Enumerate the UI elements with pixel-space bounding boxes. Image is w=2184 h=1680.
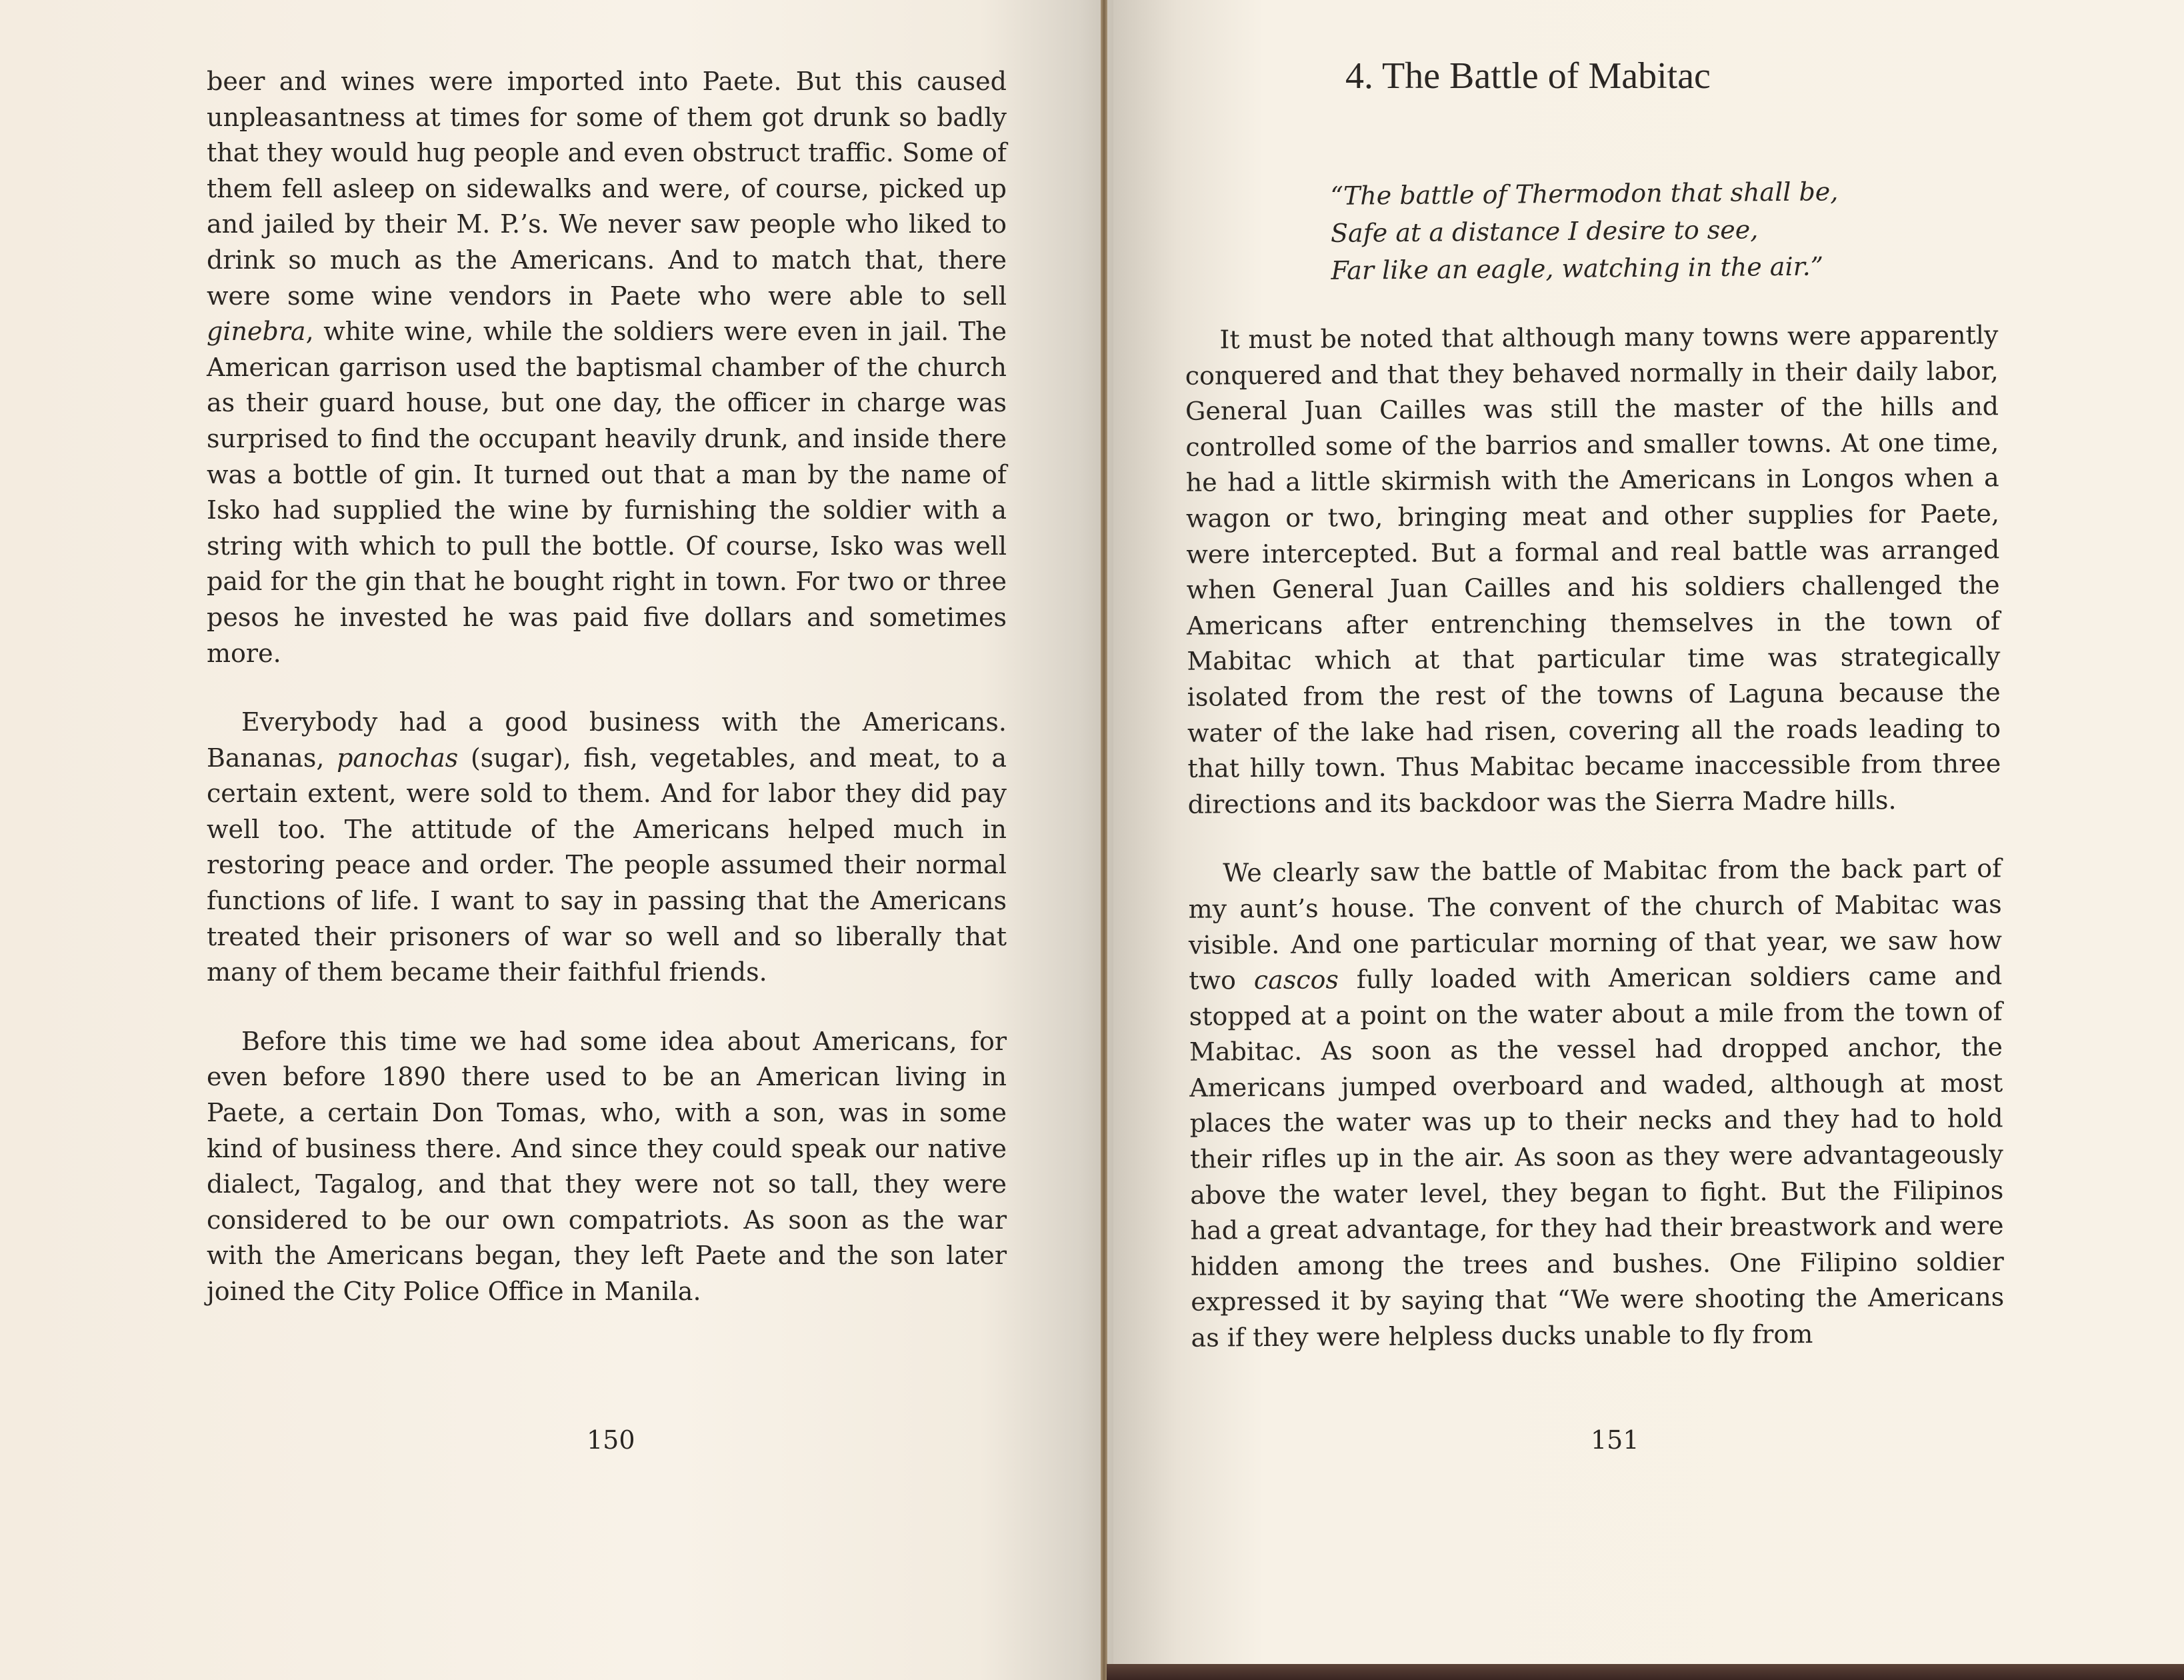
book-spine [1101,0,1107,1680]
page-number: 151 [1591,1425,1639,1455]
epigraph-line: Far like an eagle, watching in the air.” [1331,251,1824,285]
right-page-body [1185,317,2004,1356]
paragraph: We clearly saw the battle of Mabitac from the back part of my aunt’s house. The convent of the church of Mabitac was visible. And one particular morning of that year, we saw how two cascos fully loaded with American soldiers came and stopped at a point on the water about a mile from the town of Mabitac. As soon as the vessel had dropped anchor, the Americans jumped overboard and waded, although at most places the water was up to their necks and they had to hold their rifles up in the air. As soon as they were advantageously above the water level, they began to fight. But the Filipinos had a great advantage, for they had their breastwork and were hidden among the trees and bushes. One Filipino soldier expressed it by saying that “We were shooting the Americans as if they were helpless ducks unable to fly from [1188,853,2005,1353]
left-page-body [207,64,1007,1310]
paragraph: It must be noted that although many towns were apparently conquered and that they behaved normally in their daily labor, General Juan Cailles was still the master of the hills and controlled some of the barrios and smaller towns. At one time, he had a little skirmish with the Americans in Longos when a wagon or two, bringing meat and other supplies for Paete, were intercepted. But a formal and real battle was arranged when General Juan Cailles and his soldiers challenged the Americans after entrenching themselves in the town of Mabitac which at that particular time was strategically isolated from the rest of the towns of Laguna because the water of the lake had risen, covering all the roads leading to that hilly town. Thus Mabitac became inaccessible from three directions and its backdoor was the Sierra Madre hills. [1185,320,2001,819]
paragraph: Before this time we had some idea about Americans, for even before 1890 there used to be an American living in Paete, a certain Don Tomas, who, with a son, was in some kind of business there. And since they could speak our native dialect, Tagalog, and that they were not so tall, they were considered to be our own compatriots. As soon as the war with the Americans began, they left Paete and the son later joined the City Police Office in Manila. [207,1026,1007,1306]
book-bottom-edge [1107,1664,2184,1680]
page-number: 150 [587,1425,635,1455]
epigraph-line: Safe at a distance I desire to see, [1330,215,1759,248]
paragraph: Everybody had a good business with the Americans. Bananas, panochas (sugar), fish, vegetables, and meat, to a certain extent, were sold to them. And for labor they did pay well too. The attitude of the Americans helped much in restoring peace and order. The people assumed their normal functions of life. I want to say in passing that the Americans treated their prisoners of war so well and so liberally that many of them became their faithful friends. [207,707,1007,987]
epigraph-line: “The battle of Thermodon that shall be, [1330,177,1839,211]
chapter-title: 4. The Battle of Mabitac [1345,55,1711,97]
epigraph [1330,172,1931,289]
paragraph: beer and wines were imported into Paete. But this caused unpleasantness at times for some of them got drunk so badly that they would hug people and even obstruct traffic. Some of them fell asleep on sidewalks and were, of course, picked up and jailed by their M. P.’s. We never saw people who liked to drink so much as the Americans. And to match that, there were some wine vendors in Paete who were able to sell ginebra, white wine, while the soldiers were even in jail. The American garrison used the baptismal chamber of the church as their guard house, but one day, the officer in charge was surprised to find the occupant heavily drunk, and inside there was a bottle of gin. It turned out that a man by the name of Isko had supplied the wine by furnishing the soldier with a string with which to pull the bottle. Of course, Isko was well paid for the gin that he bought right in town. For two or three pesos he invested he was paid five dollars and sometimes more. [207,67,1007,668]
